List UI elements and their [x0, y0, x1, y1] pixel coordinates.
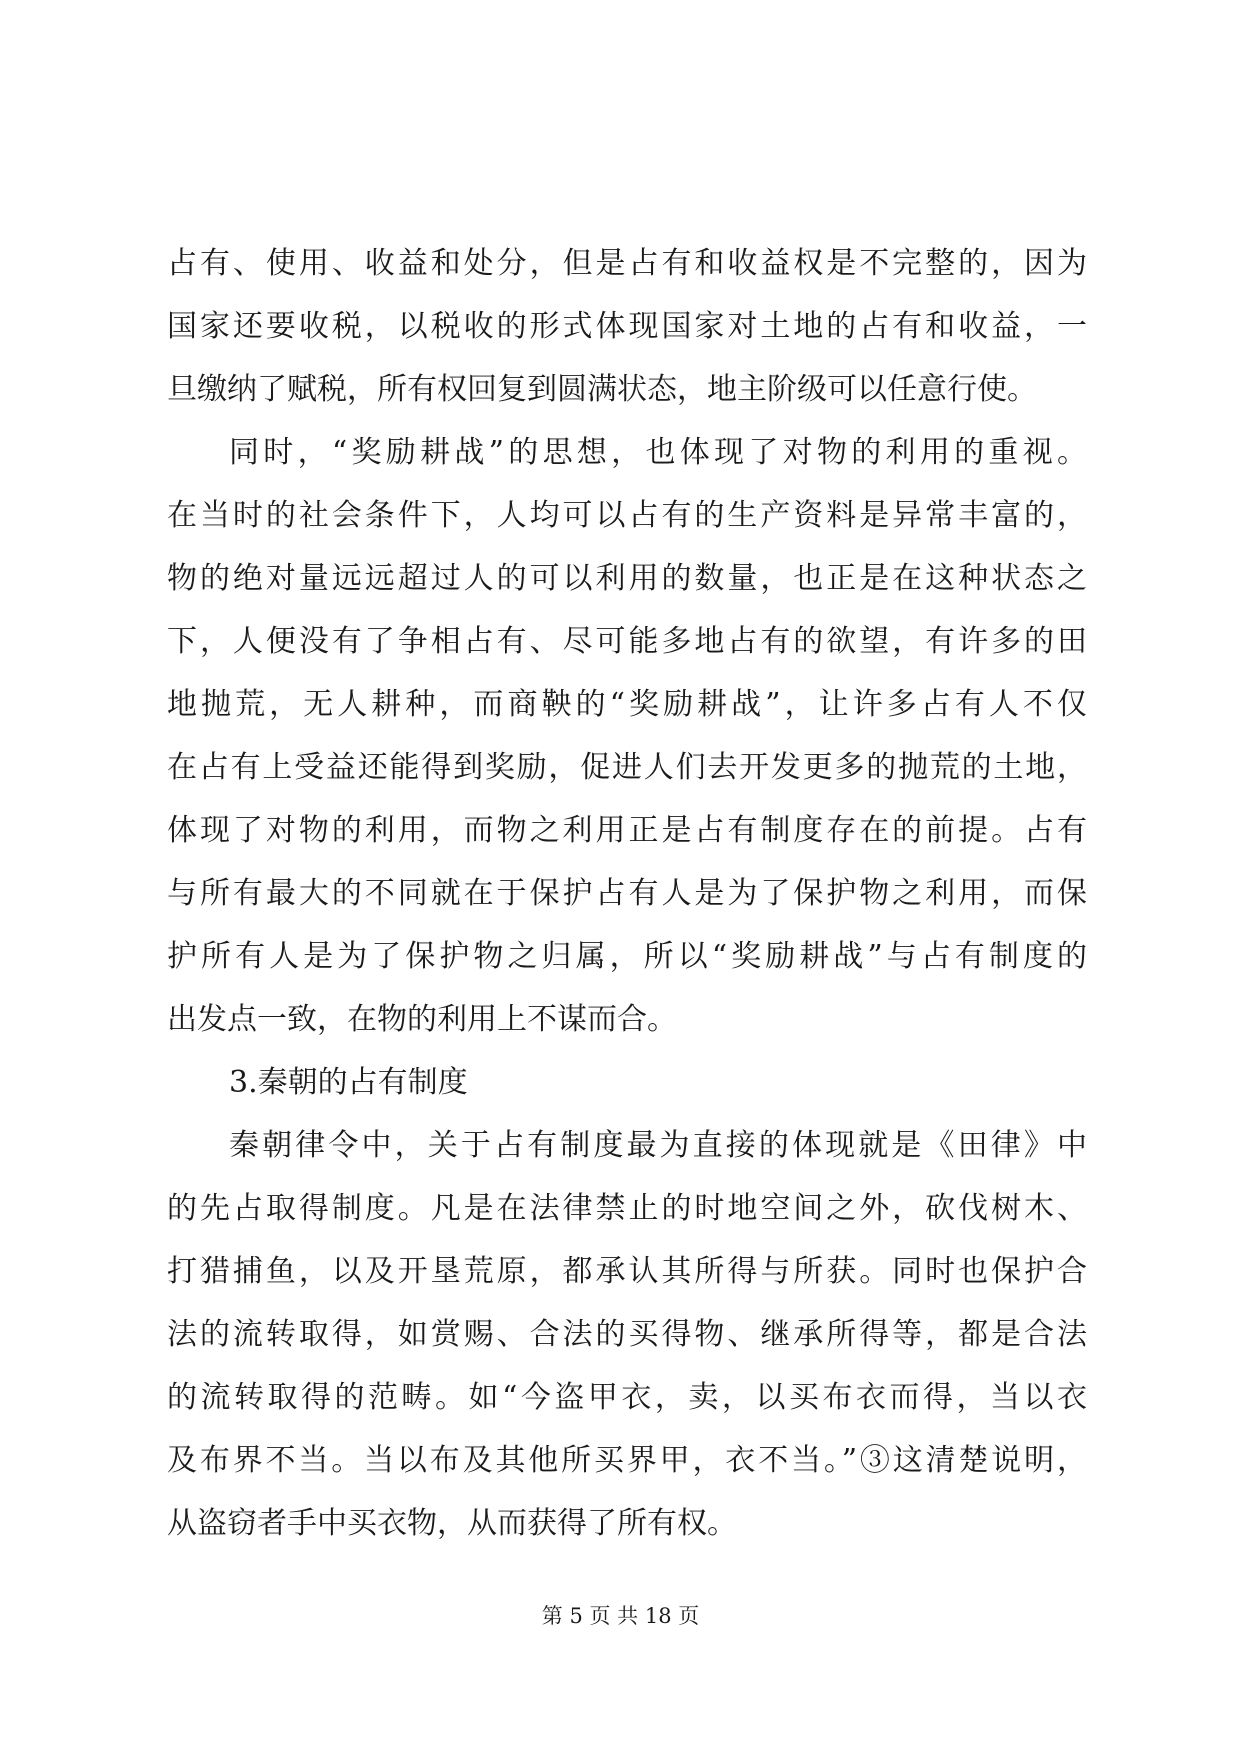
- text-line: 国家还要收税，以税收的形式体现国家对土地的占有和收益，一: [167, 309, 1087, 344]
- page-footer: [0, 1601, 1241, 1631]
- text-line: 与所有最大的不同就在于保护占有人是为了保护物之利用，而保: [167, 876, 1087, 911]
- page-number: 第 5 页 共 18 页: [541, 1604, 700, 1628]
- text-line: 的先占取得制度。凡是在法律禁止的时地空间之外，砍伐树木、: [167, 1191, 1087, 1226]
- text-line: 及布界不当。当以布及其他所买界甲，衣不当。”③这清楚说明，: [167, 1443, 1087, 1478]
- text-line: 下，人便没有了争相占有、尽可能多地占有的欲望，有许多的田: [167, 624, 1087, 659]
- paragraph-first-line: 同时，“奖励耕战”的思想，也体现了对物的利用的重视。: [229, 435, 1087, 470]
- text-line: 法的流转取得，如赏赐、合法的买得物、继承所得等，都是合法: [167, 1317, 1087, 1352]
- text-line: 地抛荒，无人耕种，而商鞅的“奖励耕战”，让许多占有人不仅: [167, 687, 1087, 722]
- text-line: 从盗窃者手中买衣物，从而获得了所有权。: [167, 1506, 737, 1541]
- text-line: 在占有上受益还能得到奖励，促进人们去开发更多的抛荒的土地，: [167, 750, 1087, 785]
- text-line: 旦缴纳了赋税，所有权回复到圆满状态，地主阶级可以任意行使。: [167, 372, 1037, 407]
- text-line: 的流转取得的范畴。如“今盗甲衣，卖，以买布衣而得，当以衣: [167, 1380, 1087, 1415]
- body-text: [167, 232, 1087, 1555]
- paragraph-first-line: 秦朝律令中，关于占有制度最为直接的体现就是《田律》中: [229, 1128, 1087, 1163]
- text-line: 打猎捕鱼，以及开垦荒原，都承认其所得与所获。同时也保护合: [167, 1254, 1087, 1289]
- text-line: 体现了对物的利用，而物之利用正是占有制度存在的前提。占有: [167, 813, 1087, 848]
- section-heading: 3.秦朝的占有制度: [229, 1065, 468, 1100]
- text-line: 占有、使用、收益和处分，但是占有和收益权是不完整的，因为: [167, 246, 1087, 281]
- text-line: 出发点一致，在物的利用上不谋而合。: [167, 1002, 677, 1037]
- text-line: 护所有人是为了保护物之归属，所以“奖励耕战”与占有制度的: [167, 939, 1087, 974]
- text-line: 物的绝对量远远超过人的可以利用的数量，也正是在这种状态之: [167, 561, 1087, 596]
- text-line: 在当时的社会条件下，人均可以占有的生产资料是异常丰富的，: [167, 498, 1087, 533]
